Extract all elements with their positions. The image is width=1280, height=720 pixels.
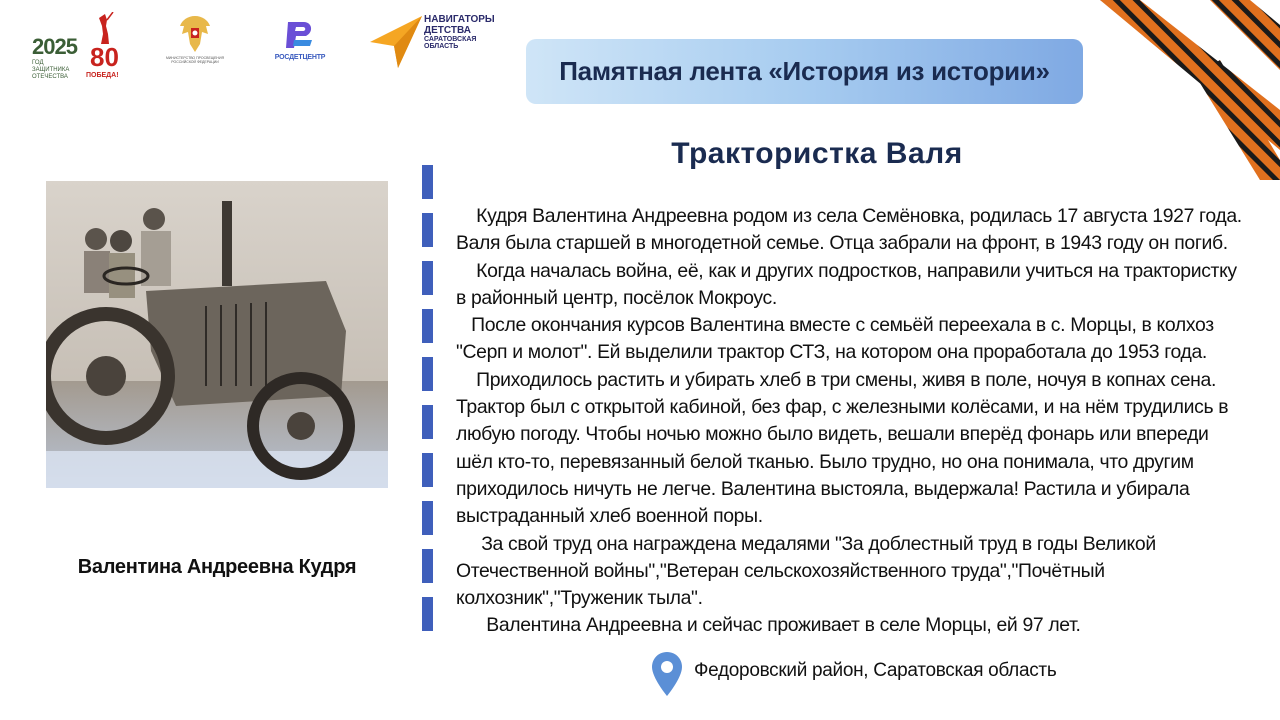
- story-paragraph: Когда началась война, её, как и других подростков, направили учиться на трактористку в районный центр, посёлок Мокроус.: [456, 259, 1237, 309]
- banner-title: Памятная лента «История из истории»: [559, 56, 1050, 86]
- story-paragraph: Кудря Валентина Андреевна родом из села Семёновка, родилась 17 августа 1927 года. Валя была старшей в многодетной семье. Отца забрали на фронт, в 1943 году он погиб.: [456, 205, 1242, 255]
- story-paragraph: За свой труд она награждена медалями "За доблестный труд в годы Великой Отечественной войны","Ветеран сельскохозяйственного труда","Почётный колхозник","Труженик тыла".: [456, 532, 1156, 610]
- ministry-caption: МИНИСТЕРСТВО ПРОСВЕЩЕНИЯ РОССИЙСКОЙ ФЕДЕРАЦИИ: [166, 56, 224, 64]
- partner-logos: [0, 0, 520, 100]
- map-pin-icon: [650, 650, 684, 698]
- decorative-divider: [422, 165, 434, 635]
- logo-2025-victory: [30, 12, 120, 82]
- header-banner: [526, 39, 1083, 104]
- photo-caption: Валентина Андреевна Кудря: [77, 556, 357, 578]
- logo-rosdetcenter: [268, 18, 332, 68]
- logo-year-caption: ГОД ЗАЩИТНИКА ОТЕЧЕСТВА: [32, 60, 70, 80]
- tractor-photo: [46, 181, 388, 488]
- article-title: Трактористка Валя: [671, 137, 963, 170]
- motherland-statue-icon: [96, 12, 114, 44]
- logo-navigators: [368, 12, 503, 72]
- logo-eighty: 80: [90, 42, 119, 72]
- article-body: [456, 203, 1256, 640]
- navigators-star-icon: [368, 12, 424, 72]
- story-paragraph: Валентина Андреевна и сейчас проживает в селе Морцы, ей 97 лет.: [456, 614, 1081, 637]
- rosdetcenter-icon: [268, 18, 332, 52]
- logo-victory-word: ПОБЕДА!: [86, 72, 119, 79]
- logo-year: 2025: [32, 34, 77, 59]
- coat-of-arms-icon: [160, 12, 230, 56]
- st-george-ribbon-icon: [1100, 0, 1280, 180]
- location: [650, 648, 1210, 700]
- navigators-region: САРАТОВСКАЯ ОБЛАСТЬ: [424, 36, 477, 50]
- rosdetcenter-caption: РОСДЕТЦЕНТР: [274, 54, 326, 61]
- logo-ministry: [160, 12, 230, 72]
- navigators-title: НАВИГАТОРЫ ДЕТСТВА: [424, 14, 495, 36]
- location-text: Федоровский район, Саратовская область: [694, 660, 1057, 681]
- story-paragraph: Приходилось растить и убирать хлеб в три смены, живя в поле, ночуя в копнах сена. Трактор был с открытой кабиной, без фар, с железными колёсами, и на нём трудились в любую погоду. Чтобы ночью можно было видеть, вешали вперёд фонарь или впереди шёл кто-то, перевязанный белой тканью. Было трудно, но она понимала, что другим приходилось ничуть не легче. Валентина выстояла, выдержала! Растила и убирала выстраданный хлеб военной поры.: [456, 368, 1229, 528]
- story-paragraph: После окончания курсов Валентина вместе с семьёй переехала в с. Морцы, в колхоз "Серп и молот". Ей выделили трактор СТЗ, на котором она проработала до 1953 года.: [456, 314, 1214, 364]
